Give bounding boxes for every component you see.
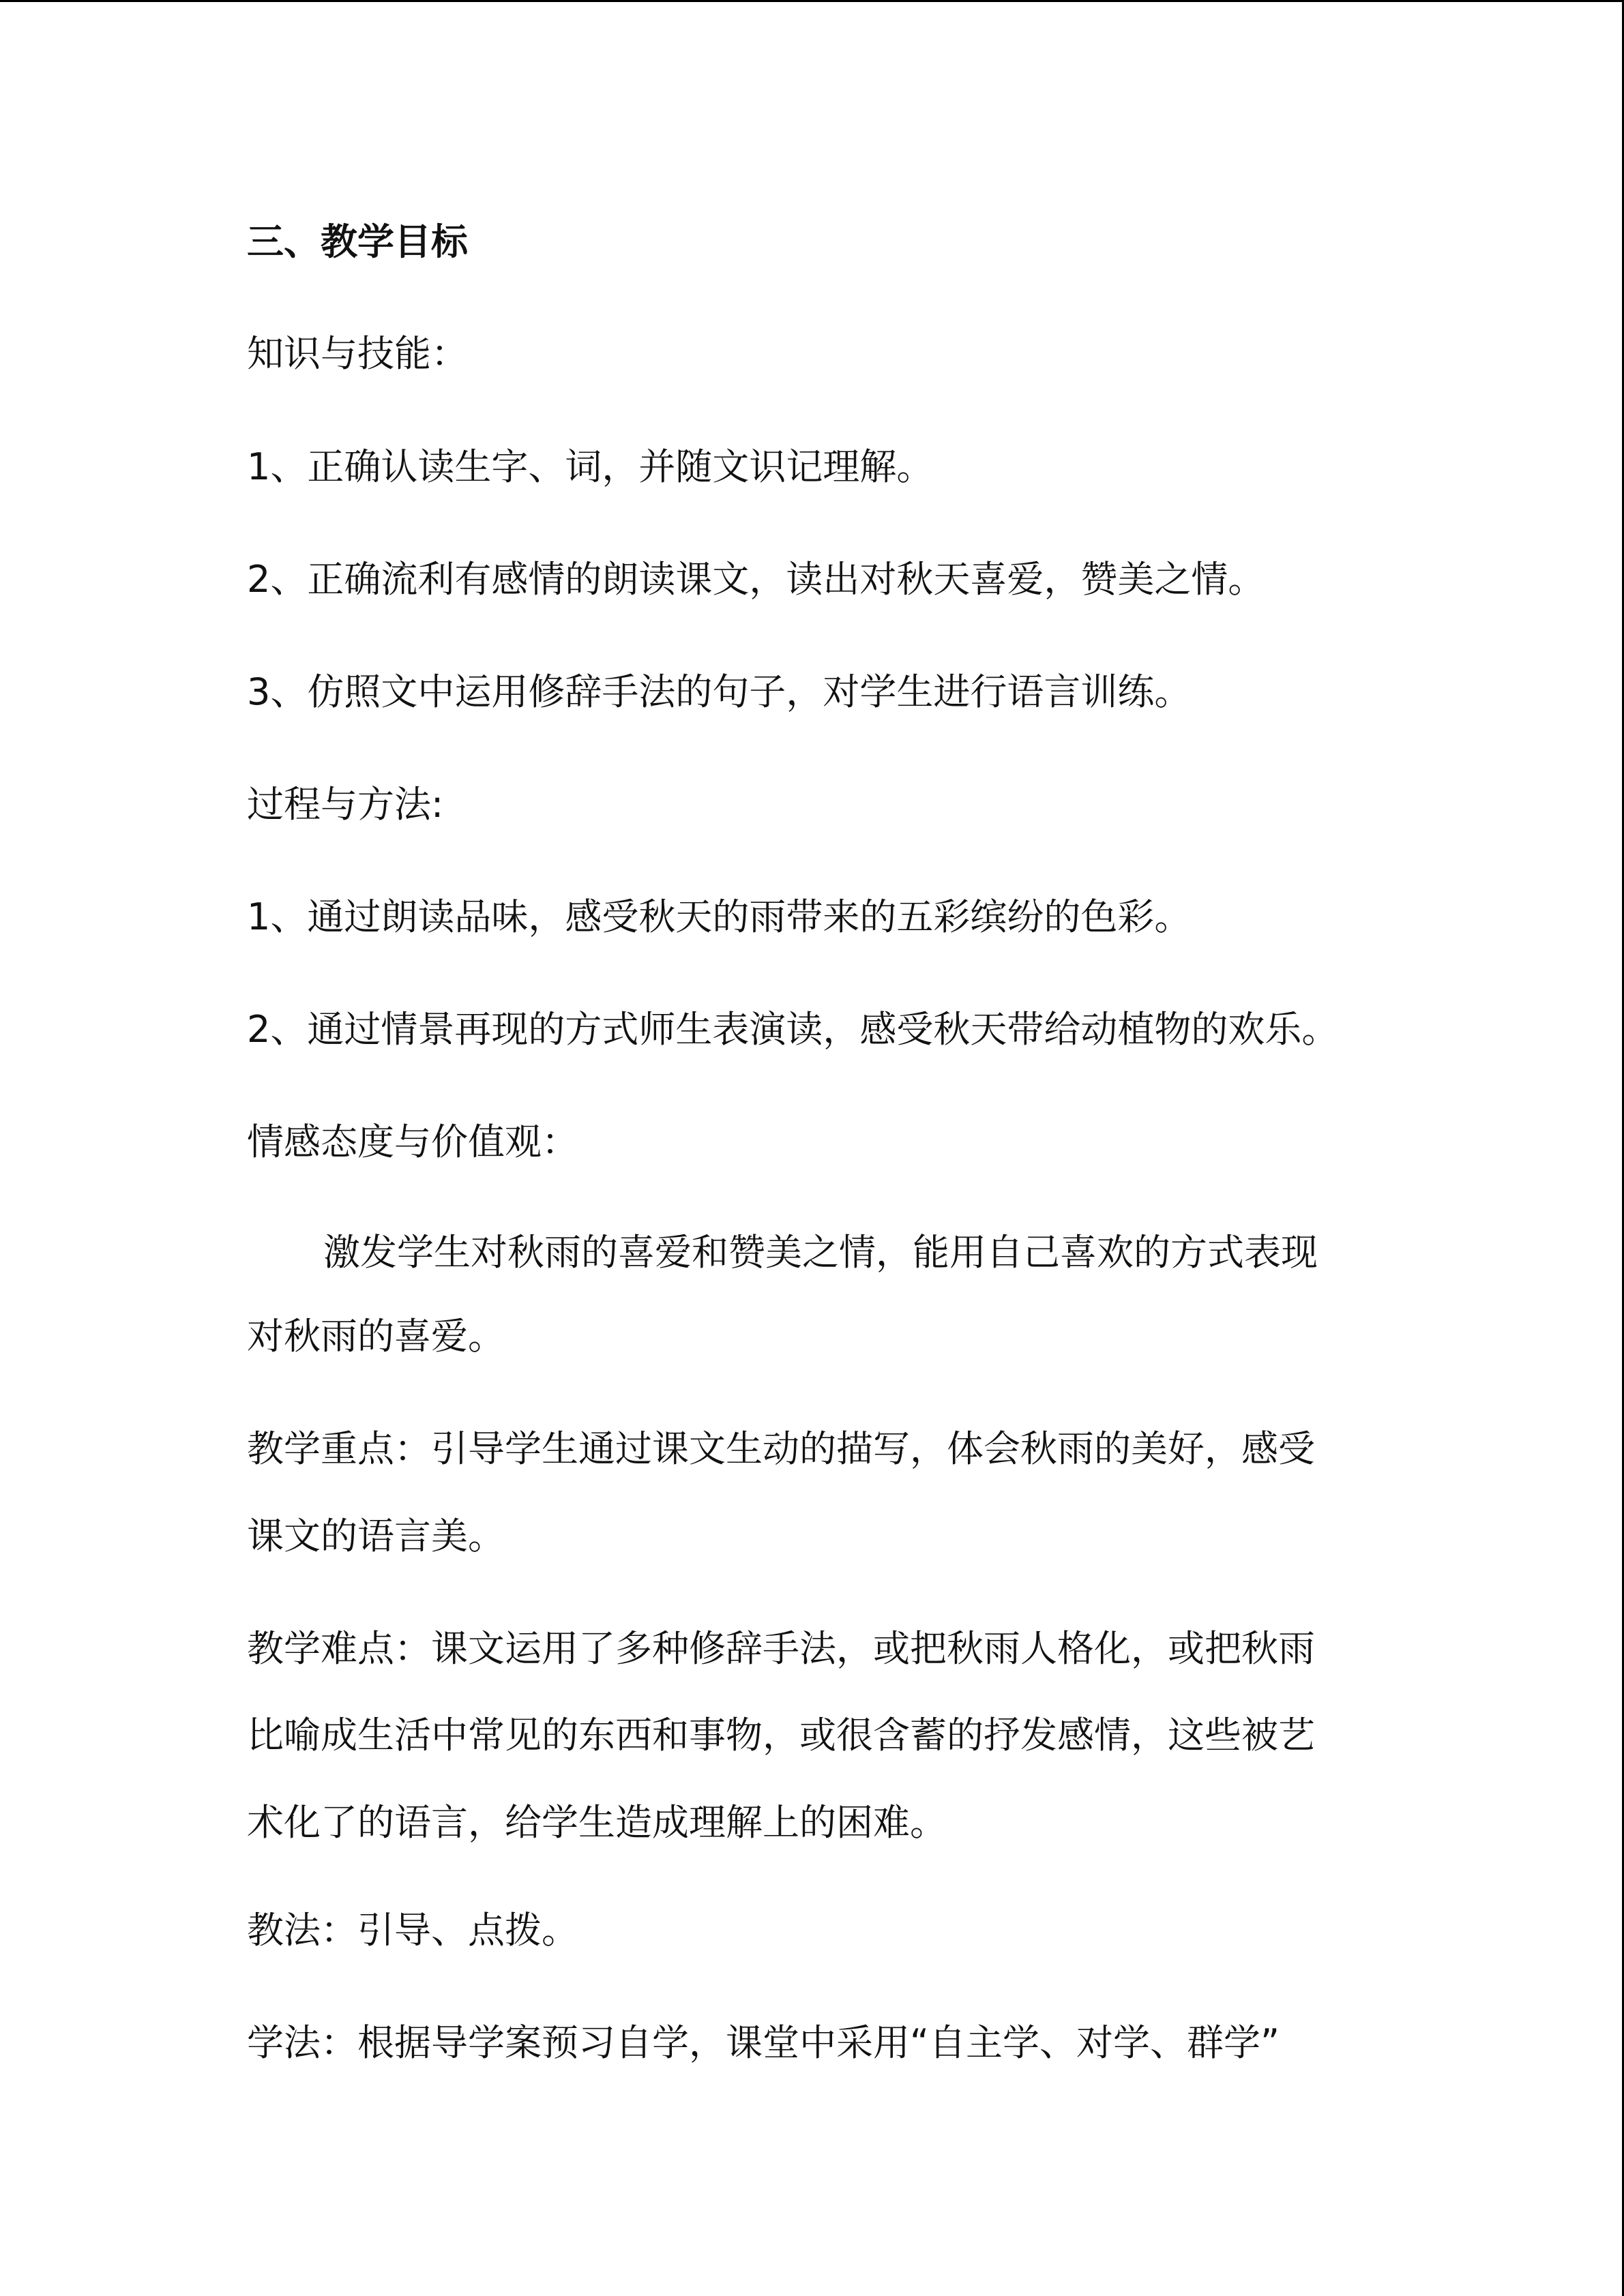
emotion-paragraph-line-1: 激发学生对秋雨的喜爱和赞美之情，能用自己喜欢的方式表现 [323,1231,1318,1274]
section-heading: 三、教学目标 [247,220,468,263]
key-point-line-2: 课文的语言美。 [247,1515,505,1557]
learning-method: 学法：根据导学案预习自学，课堂中采用“自主学、对学、群学” [247,2021,1280,2064]
difficulty-line-1: 教学难点：课文运用了多种修辞手法，或把秋雨人格化，或把秋雨 [247,1627,1315,1670]
key-point-line-1: 教学重点：引导学生通过课文生动的描写，体会秋雨的美好，感受 [247,1427,1315,1470]
teaching-method: 教法：引导、点拨。 [247,1909,578,1952]
knowledge-item-3: 3、仿照文中运用修辞手法的句子，对学生进行语言训练。 [247,670,1192,713]
difficulty-line-2: 比喻成生活中常见的东西和事物，或很含蓄的抒发感情，这些被艺 [247,1714,1315,1757]
knowledge-item-2: 2、正确流利有感情的朗读课文，读出对秋天喜爱，赞美之情。 [247,558,1265,601]
emotion-paragraph-line-2: 对秋雨的喜爱。 [247,1315,505,1358]
process-item-2: 2、通过情景再现的方式师生表演读，感受秋天带给动植物的欢乐。 [247,1008,1339,1051]
emotion-values-title: 情感态度与价值观： [247,1120,578,1163]
difficulty-line-3: 术化了的语言，给学生造成理解上的困难。 [247,1801,947,1844]
process-item-1: 1、通过朗读品味，感受秋天的雨带来的五彩缤纷的色彩。 [247,895,1192,938]
process-methods-title: 过程与方法: [247,783,444,826]
knowledge-skills-title: 知识与技能： [247,332,468,375]
knowledge-item-1: 1、正确认读生字、词，并随文识记理解。 [247,445,934,488]
